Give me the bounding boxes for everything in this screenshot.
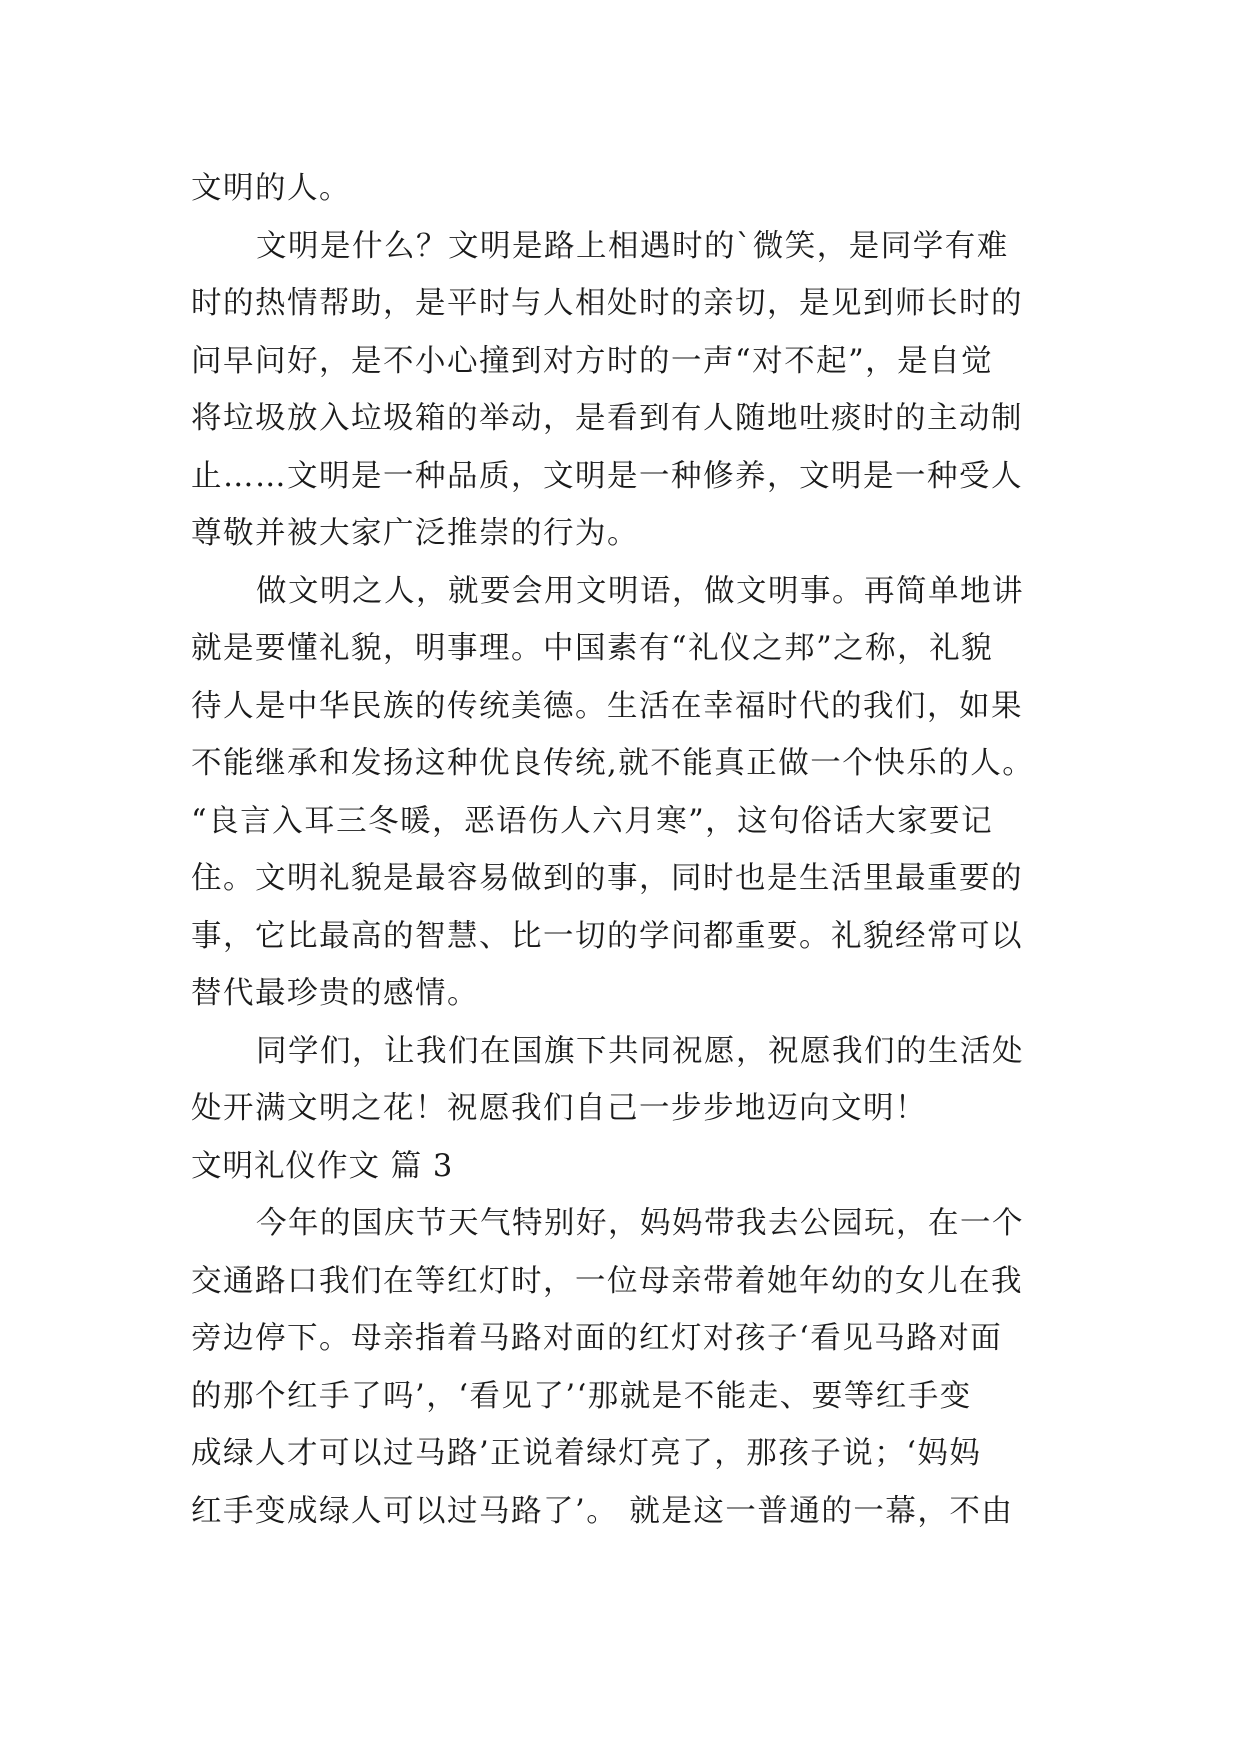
text-line: 将垃圾放入垃圾箱的举动，是看到有人随地吐痰时的主动制	[191, 401, 1023, 436]
text-line: 文明的人。	[191, 171, 351, 206]
paragraph-start-line: 做文明之人，就要会用文明语，做文明事。再简单地讲	[256, 573, 1024, 609]
text-line: 旁边停下。母亲指着马路对面的红灯对孩子‘看见马路对面	[191, 1321, 1003, 1356]
document-body	[191, 160, 1051, 1540]
text-line: 待人是中华民族的传统美德。生活在幸福时代的我们，如果	[191, 688, 1023, 724]
text-line: 交通路口我们在等红灯时，一位母亲带着她年幼的女儿在我	[191, 1263, 1023, 1299]
text-line: 尊敬并被大家广泛推崇的行为。	[191, 516, 639, 551]
text-line: 红手变成绿人可以过马路了’。 就是这一普通的一幕，不由	[191, 1493, 1014, 1529]
text-line: 事，它比最高的智慧、比一切的学问都重要。礼貌经常可以	[191, 918, 1023, 954]
paragraph-start-line: 文明是什么？文明是路上相遇时的`微笑，是同学有难	[256, 228, 1009, 264]
text-line: “良言入耳三冬暖，恶语伤人六月寒”，这句俗话大家要记	[191, 803, 994, 839]
text-line: 替代最珍贵的感情。	[191, 976, 479, 1011]
text-line: 问早问好，是不小心撞到对方时的一声“对不起”，是自觉	[191, 343, 994, 379]
text-line: 住。文明礼貌是最容易做到的事，同时也是生活里最重要的	[191, 861, 1023, 896]
paragraph-start-line: 今年的国庆节天气特别好，妈妈带我去公园玩，在一个	[256, 1206, 1024, 1241]
text-line: 就是要懂礼貌，明事理。中国素有“礼仪之邦”之称，礼貌	[191, 631, 994, 666]
section-heading: 文明礼仪作文 篇 3	[191, 1148, 454, 1184]
text-line: 止……文明是一种品质，文明是一种修养，文明是一种受人	[191, 458, 1023, 494]
text-line: 不能继承和发扬这种优良传统,就不能真正做一个快乐的人。	[191, 746, 1035, 781]
text-line: 处开满文明之花！祝愿我们自己一步步地迈向文明！	[191, 1091, 927, 1126]
text-line: 时的热情帮助，是平时与人相处时的亲切，是见到师长时的	[191, 286, 1023, 321]
text-line: 成绿人才可以过马路’正说着绿灯亮了，那孩子说；‘妈妈	[191, 1436, 982, 1471]
text-line: 的那个红手了吗’，‘看见了’‘那就是不能走、要等红手变	[191, 1378, 972, 1414]
paragraph-start-line: 同学们，让我们在国旗下共同祝愿，祝愿我们的生活处	[256, 1033, 1024, 1069]
